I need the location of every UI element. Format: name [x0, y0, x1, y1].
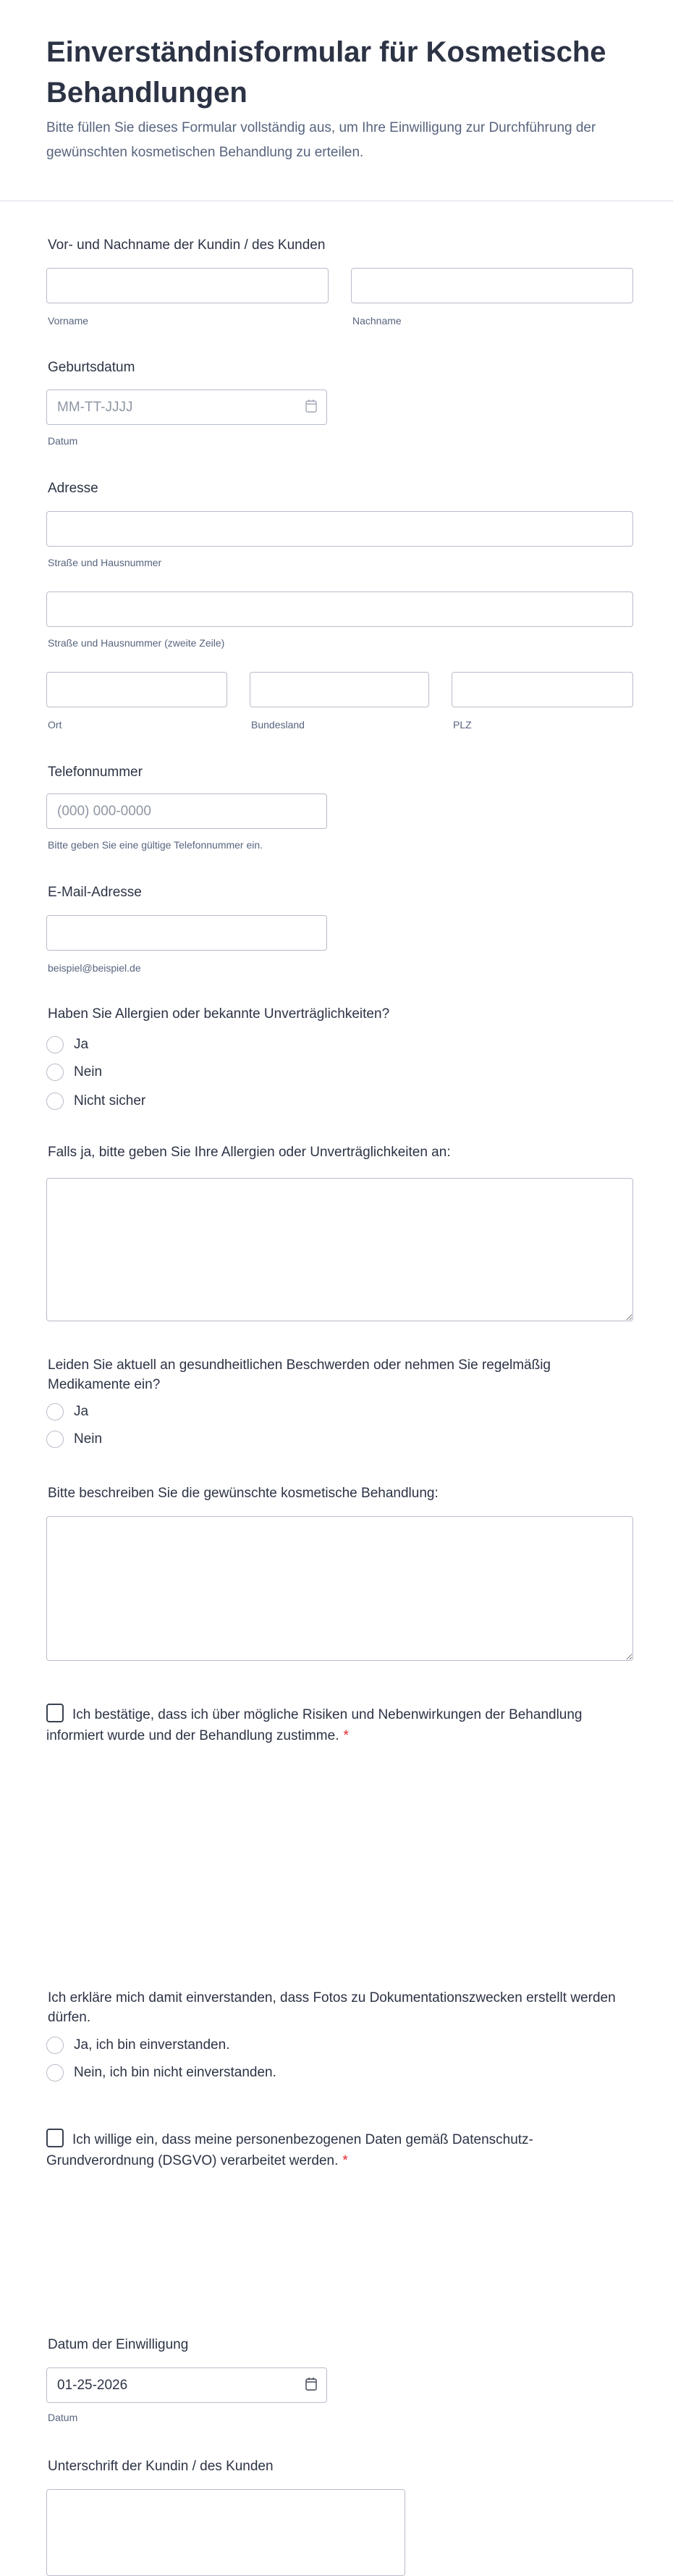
state-sublabel: Bundesland — [251, 719, 305, 731]
radio-icon[interactable] — [46, 1431, 64, 1448]
form-subtitle: Bitte füllen Sie dieses Formular vollständig aus, um Ihre Einwilligung zur Durchführung der gewünschten kosmetischen Behandlung zu erteilen. — [46, 120, 596, 160]
gdpr-consent — [46, 2129, 553, 2171]
street-input[interactable] — [46, 511, 633, 547]
street-sublabel: Straße und Hausnummer — [48, 557, 162, 568]
email-label: E-Mail-Adresse — [48, 885, 142, 900]
last-name-sublabel: Nachname — [352, 315, 402, 327]
consent-date-label: Datum der Einwilligung — [48, 2337, 189, 2352]
street2-input[interactable] — [46, 592, 633, 627]
radio-icon[interactable] — [46, 2064, 64, 2082]
radio-icon[interactable] — [46, 1093, 64, 1110]
health-option-ja[interactable] — [46, 1403, 88, 1420]
risk-consent-checkbox[interactable] — [46, 1704, 64, 1722]
email-sublabel: beispiel@beispiel.de — [48, 962, 141, 974]
zip-sublabel: PLZ — [453, 719, 472, 731]
birthdate-field — [46, 390, 327, 425]
health-label: Leiden Sie aktuell an gesundheitlichen Beschwerden oder nehmen Sie regelmäßig Medikamente ein? — [48, 1358, 551, 1392]
state-input[interactable] — [250, 672, 429, 707]
allergies-option-nicht-sicher[interactable] — [46, 1093, 145, 1110]
radio-icon[interactable] — [46, 1064, 64, 1081]
photo-consent-option-no[interactable] — [46, 2064, 276, 2082]
allergies-details-textarea[interactable] — [46, 1178, 633, 1321]
last-name-input[interactable] — [351, 268, 633, 303]
street2-sublabel: Straße und Hausnummer (zweite Zeile) — [48, 637, 225, 649]
signature-pad[interactable] — [46, 2489, 405, 2576]
photo-consent-option-yes[interactable] — [46, 2037, 229, 2054]
consent-date-input[interactable] — [46, 2367, 327, 2403]
option-label: Ja — [74, 1037, 89, 1052]
email-input[interactable] — [46, 915, 327, 951]
birthdate-label: Geburtsdatum — [48, 360, 135, 375]
required-mark: * — [343, 1728, 349, 1743]
phone-input[interactable] — [46, 794, 327, 829]
option-label: Nein — [74, 1431, 103, 1447]
radio-icon[interactable] — [46, 1036, 64, 1053]
option-label: Nein, ich bin nicht einverstanden. — [74, 2065, 276, 2080]
risk-consent-label: Ich bestätige, dass ich über mögliche Risiken und Nebenwirkungen der Behandlung informiert wurde und der Behandlung zustimme. — [46, 1707, 583, 1743]
option-label: Nein — [74, 1064, 103, 1079]
photo-consent-label: Ich erkläre mich damit einverstanden, dass Fotos zu Dokumentationszwecken erstellt werden dürfen. — [48, 1990, 616, 2025]
option-label: Ja, ich bin einverstanden. — [74, 2037, 230, 2053]
signature-label: Unterschrift der Kundin / des Kunden — [48, 2459, 274, 2474]
required-mark: * — [342, 2153, 348, 2168]
option-label: Nicht sicher — [74, 1093, 146, 1108]
city-sublabel: Ort — [48, 719, 62, 731]
address-label: Adresse — [48, 481, 98, 496]
calendar-icon[interactable] — [305, 399, 317, 413]
allergies-details-label: Falls ja, bitte geben Sie Ihre Allergien oder Unverträglichkeiten an: — [48, 1145, 451, 1160]
form-title: Einverständnisformular für Kosmetische Behandlungen — [46, 36, 606, 109]
name-label: Vor- und Nachname der Kundin / des Kunden — [48, 237, 326, 253]
treatment-label: Bitte beschreiben Sie die gewünschte kosmetische Behandlung: — [48, 1486, 439, 1501]
phone-sublabel: Bitte geben Sie eine gültige Telefonnummer ein. — [48, 839, 263, 851]
city-input[interactable] — [46, 672, 227, 707]
option-label: Ja — [74, 1404, 89, 1419]
phone-label: Telefonnummer — [48, 765, 143, 780]
birthdate-sublabel: Datum — [48, 435, 78, 447]
allergies-label: Haben Sie Allergien oder bekannte Unverträglichkeiten? — [48, 1006, 390, 1022]
risk-consent — [46, 1704, 633, 1746]
gdpr-consent-label: Ich willige ein, dass meine personenbezogenen Daten gemäß Datenschutz-Grundverordnung (DSGVO) verarbeitet werden. — [46, 2132, 533, 2168]
first-name-input[interactable] — [46, 268, 329, 303]
first-name-sublabel: Vorname — [48, 315, 89, 327]
allergies-option-ja[interactable] — [46, 1036, 88, 1053]
health-option-nein[interactable] — [46, 1431, 102, 1448]
calendar-icon[interactable] — [305, 2377, 317, 2391]
consent-date-sublabel: Datum — [48, 2412, 78, 2423]
allergies-option-nein[interactable] — [46, 1064, 102, 1081]
zip-input[interactable] — [452, 672, 633, 707]
radio-icon[interactable] — [46, 2037, 64, 2054]
gdpr-consent-checkbox[interactable] — [46, 2129, 64, 2147]
birthdate-input[interactable] — [46, 390, 327, 425]
consent-date-field — [46, 2367, 327, 2403]
treatment-textarea[interactable] — [46, 1516, 633, 1661]
radio-icon[interactable] — [46, 1403, 64, 1420]
